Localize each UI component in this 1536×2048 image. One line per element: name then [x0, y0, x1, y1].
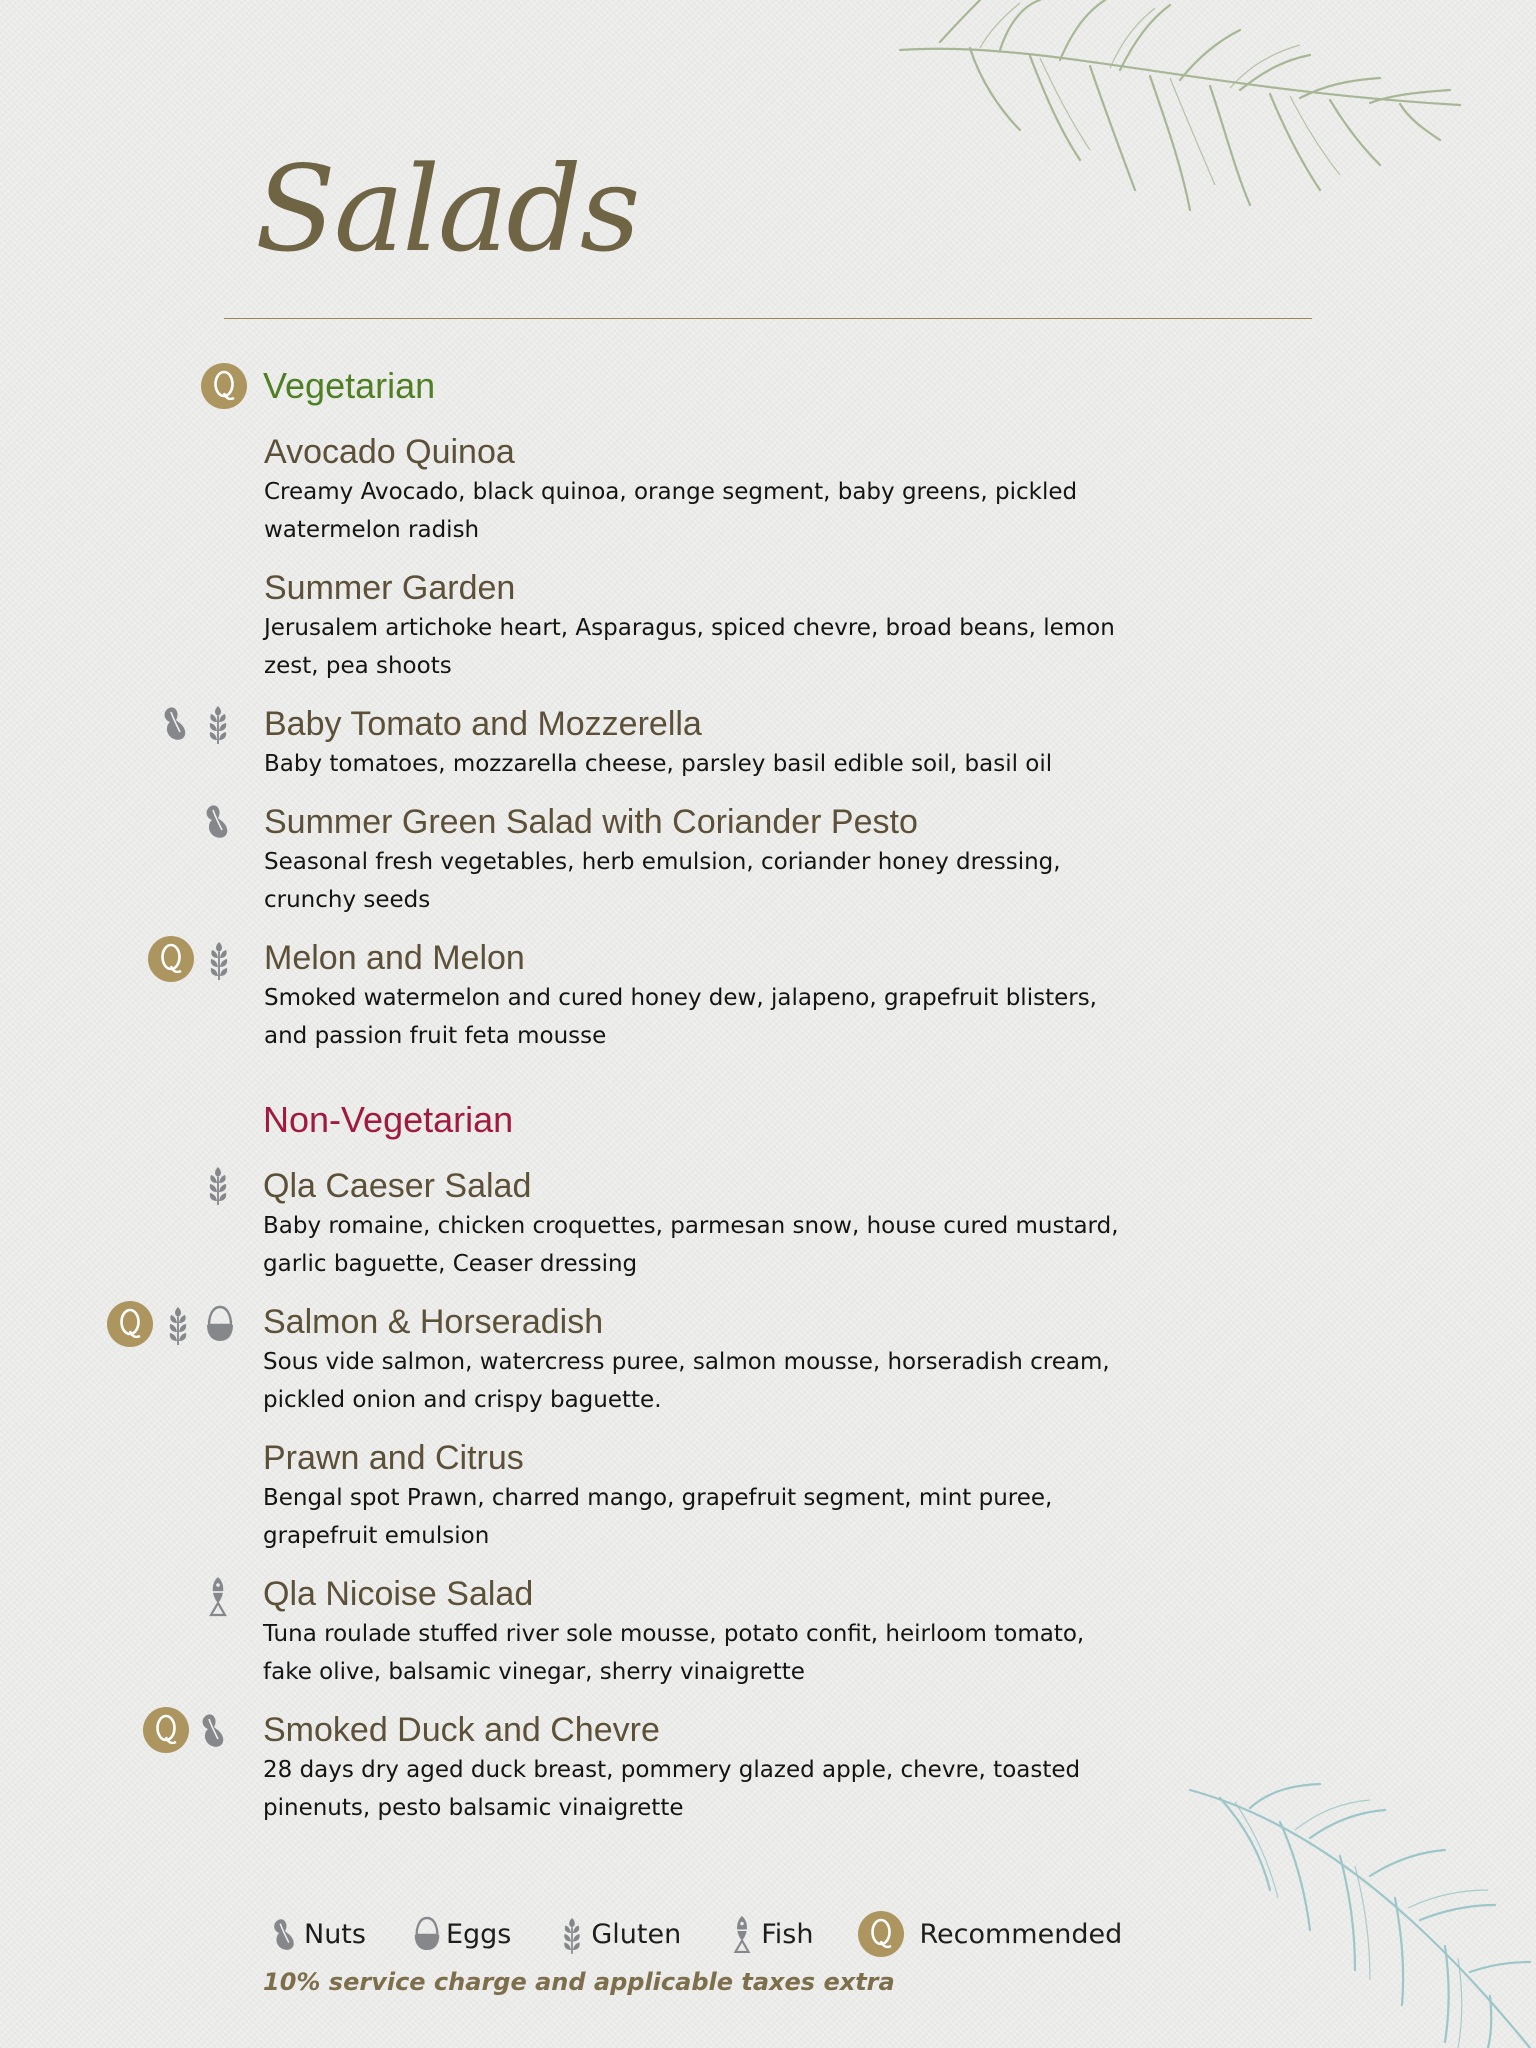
fish-icon: [725, 1913, 759, 1955]
vegetarian-heading-icons: [200, 362, 248, 410]
menu-item: [264, 703, 1124, 783]
gluten-icon: [200, 1163, 236, 1205]
dietary-icons: [158, 702, 236, 744]
legend-label: Recommended: [919, 1918, 1123, 1950]
menu-item: [264, 801, 1124, 919]
menu-item: [264, 937, 1124, 1055]
fish-icon: [200, 1575, 236, 1617]
dietary-legend: [268, 1910, 1166, 1958]
item-description: Sous vide salmon, watercress puree, salmon mousse, horseradish cream, pickled onion and crispy baguette.: [263, 1349, 1110, 1413]
menu-item: [263, 1709, 1123, 1827]
menu-item: [263, 1573, 1123, 1691]
legend-item-eggs: [410, 1913, 511, 1955]
gluten-icon: [201, 938, 237, 980]
item-name: Salmon & Horseradish: [263, 1303, 604, 1341]
item-description: Baby romaine, chicken croquettes, parmesan snow, house cured mustard, garlic baguette, Ceaser dressing: [263, 1213, 1119, 1277]
item-name: Qla Nicoise Salad: [263, 1575, 534, 1613]
menu-item: [263, 1165, 1123, 1283]
page-title: Salads: [255, 140, 639, 278]
dietary-icons: [200, 1575, 236, 1617]
item-description: Baby tomatoes, mozzarella cheese, parsley basil edible soil, basil oil: [264, 751, 1053, 777]
gluten-icon: [160, 1303, 196, 1345]
legend-item-gluten: [555, 1913, 681, 1955]
legend-item-nuts: [268, 1913, 366, 1955]
palm-leaf-decoration-top: [880, 0, 1480, 230]
legend-label: Eggs: [445, 1918, 512, 1950]
menu-item: [264, 567, 1124, 685]
nuts-icon: [196, 1709, 232, 1751]
item-description: Smoked watermelon and cured honey dew, jalapeno, grapefruit blisters, and passion fruit feta mousse: [264, 985, 1097, 1049]
recommended-icon: [147, 935, 195, 983]
service-charge-note: 10% service charge and applicable taxes extra: [263, 1968, 895, 1996]
item-description: Tuna roulade stuffed river sole mousse, potato confit, heirloom tomato, fake olive, balsamic vinegar, sherry vinaigrette: [263, 1621, 1085, 1685]
section-heading-vegetarian: Vegetarian: [263, 365, 436, 406]
dietary-icons: [142, 1706, 232, 1754]
legend-label: Fish: [761, 1918, 814, 1950]
item-description: Jerusalem artichoke heart, Asparagus, spiced chevre, broad beans, lemon zest, pea shoots: [264, 615, 1115, 679]
legend-item-recommended: [857, 1910, 1122, 1958]
item-name: Smoked Duck and Chevre: [263, 1711, 660, 1749]
item-description: Creamy Avocado, black quinoa, orange segment, baby greens, pickled watermelon radish: [264, 479, 1078, 543]
item-name: Baby Tomato and Mozzerella: [264, 705, 702, 743]
gluten-icon: [200, 702, 236, 744]
dietary-icons: [106, 1300, 238, 1348]
recommended-icon: [106, 1300, 154, 1348]
dietary-icons: [200, 800, 236, 842]
menu-item: [263, 1301, 1123, 1419]
gluten-icon: [555, 1913, 589, 1955]
menu-item: [263, 1437, 1123, 1555]
menu-item: [264, 431, 1124, 549]
dietary-icons: [147, 935, 237, 983]
item-description: 28 days dry aged duck breast, pommery glazed apple, chevre, toasted pinenuts, pesto balsamic vinaigrette: [263, 1757, 1081, 1821]
item-name: Melon and Melon: [264, 939, 525, 977]
palm-leaf-decoration-bottom: [1180, 1780, 1536, 2048]
item-name: Qla Caeser Salad: [263, 1167, 532, 1205]
legend-label: Nuts: [304, 1918, 366, 1950]
legend-label: Gluten: [591, 1918, 682, 1950]
title-divider: [224, 318, 1312, 319]
section-heading-non-vegetarian: Non-Vegetarian: [263, 1099, 514, 1140]
item-name: Avocado Quinoa: [264, 433, 515, 471]
nuts-icon: [200, 800, 236, 842]
recommended-icon: [142, 1706, 190, 1754]
nuts-icon: [268, 1913, 302, 1955]
eggs-icon: [202, 1303, 238, 1345]
recommended-icon: [200, 362, 248, 410]
item-name: Summer Green Salad with Coriander Pesto: [264, 803, 918, 841]
eggs-icon: [410, 1913, 444, 1955]
nuts-icon: [158, 702, 194, 744]
recommended-icon: [857, 1910, 905, 1958]
dietary-icons: [200, 1163, 236, 1205]
item-name: Summer Garden: [264, 569, 516, 607]
item-description: Seasonal fresh vegetables, herb emulsion, coriander honey dressing, crunchy seeds: [264, 849, 1061, 913]
item-description: Bengal spot Prawn, charred mango, grapefruit segment, mint puree, grapefruit emulsion: [263, 1485, 1053, 1549]
legend-item-fish: [725, 1913, 813, 1955]
item-name: Prawn and Citrus: [263, 1439, 524, 1477]
